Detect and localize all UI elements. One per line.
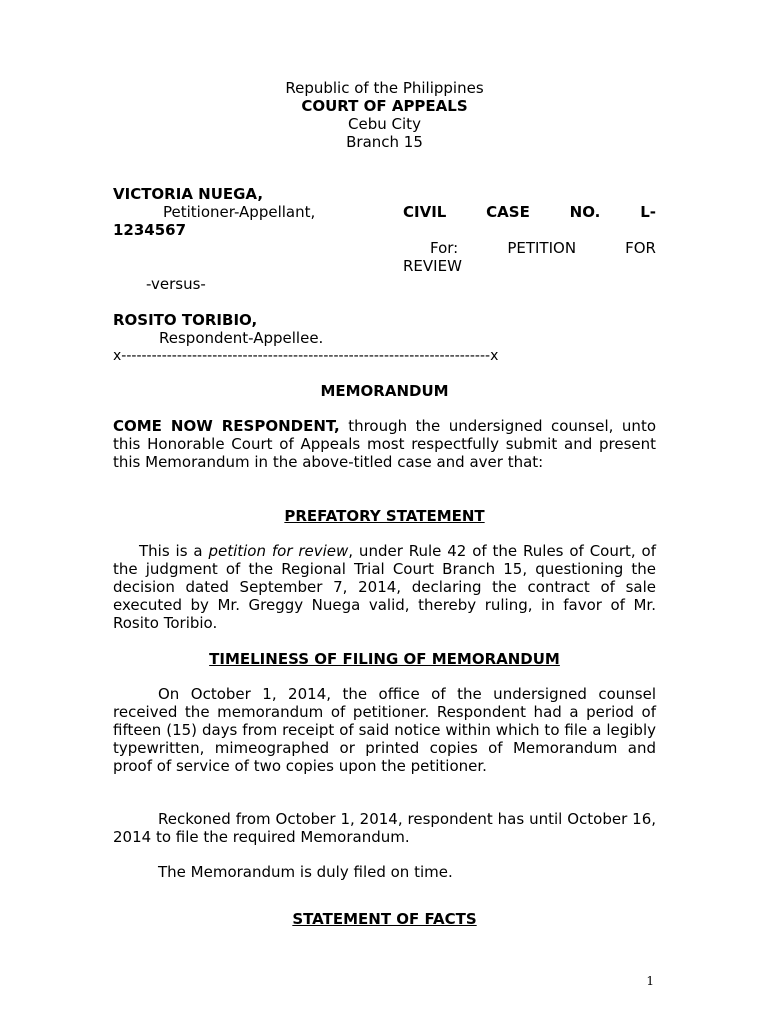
respondent-name: ROSITO TORIBIO, — [113, 311, 258, 329]
petitioner-role: Petitioner-Appellant, — [163, 203, 316, 221]
facts-heading — [113, 910, 656, 928]
timeliness-text-1: On October 1, 2014, the office of the undersigned counsel received the memorandum of petitioner. Respondent had a period of fifteen (15) days from receipt of said notice within which to file a legibly typewritten, mimeographed or printed copies of Memorandum and proof of service of two copies upon the petitioner. — [113, 685, 656, 775]
prefatory-heading — [113, 507, 656, 525]
court-header — [113, 79, 656, 151]
intro-paragraph — [113, 417, 656, 471]
for-word-petition: PETITION — [507, 239, 577, 257]
prefatory-italic: petition for review — [208, 542, 349, 560]
timeliness-paragraph-3 — [113, 863, 656, 881]
petitioner-name: VICTORIA NUEGA, — [113, 185, 264, 203]
case-word-prefix: L- — [640, 203, 656, 221]
timeliness-heading — [113, 650, 656, 668]
timeliness-text-3: The Memorandum is duly filed on time. — [158, 863, 453, 881]
header-city: Cebu City — [348, 115, 421, 133]
case-word-civil: CIVIL — [403, 203, 447, 221]
timeliness-heading-text: TIMELINESS OF FILING OF MEMORANDUM — [209, 650, 560, 668]
prefatory-text-before: This is a — [139, 542, 209, 560]
case-number-line — [403, 203, 656, 221]
for-continued: REVIEW — [403, 257, 462, 275]
prefatory-heading-text: PREFATORY STATEMENT — [284, 507, 485, 525]
intro-text: through the undersigned counsel, unto this Honorable Court of Appeals most respectfully submit and present this Memorandum in the above-titled case and aver that: — [113, 417, 656, 471]
caption-divider: x-------------------------------------------------------------------------x — [113, 348, 499, 364]
for-line — [430, 239, 656, 257]
page-number: 1 — [646, 974, 654, 988]
prefatory-paragraph — [113, 542, 656, 632]
intro-bold-lead: COME NOW RESPONDENT, — [113, 417, 340, 435]
header-republic: Republic of the Philippines — [285, 79, 484, 97]
respondent-role: Respondent-Appellee. — [159, 329, 324, 347]
case-word-case: CASE — [486, 203, 530, 221]
timeliness-paragraph-1 — [113, 685, 656, 775]
prefatory-text-after: , under Rule 42 of the Rules of Court, of the judgment of the Regional Trial Court Branch 15, questioning the decision dated September 7, 2014, declaring the contract of sale executed by Mr. Greggy Nuega valid, thereby ruling, in favor of Mr. Rosito Toribio. — [113, 542, 657, 632]
case-number-continued: 1234567 — [113, 221, 187, 239]
timeliness-text-2: Reckoned from October 1, 2014, respondent has until October 16, 2014 to file the required Memorandum. — [113, 810, 656, 846]
timeliness-paragraph-2 — [113, 810, 656, 846]
for-word-for: For: — [430, 239, 459, 257]
facts-heading-text: STATEMENT OF FACTS — [292, 910, 477, 928]
versus-label: -versus- — [146, 275, 206, 293]
for-word-for2: FOR — [625, 239, 656, 257]
case-word-no: NO. — [569, 203, 601, 221]
header-court: COURT OF APPEALS — [301, 97, 468, 115]
header-branch: Branch 15 — [346, 133, 423, 151]
memorandum-title: MEMORANDUM — [320, 382, 449, 400]
